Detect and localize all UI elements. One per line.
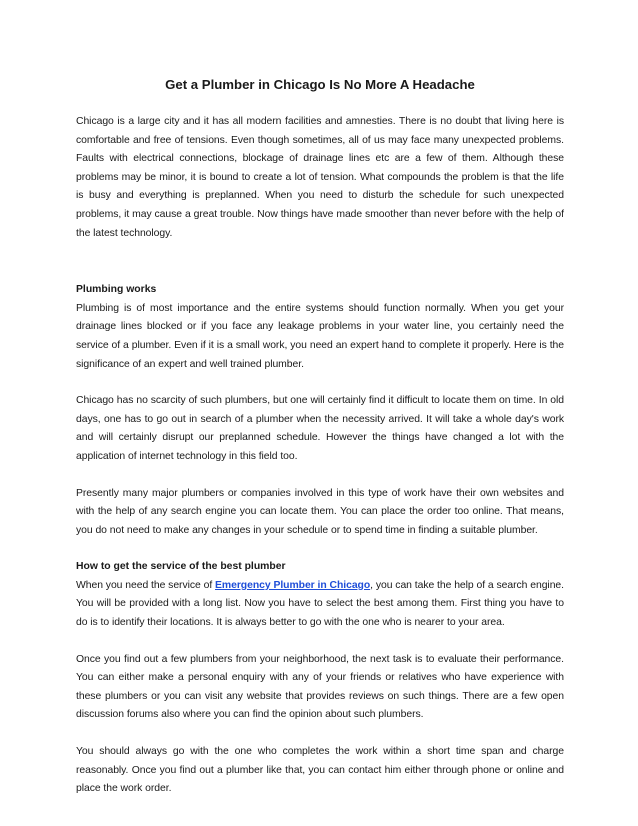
plumbing-paragraph-3: Presently many major plumbers or companies involved in this type of work have their own websites and with the help of any search engine you can locate them. You can place the order too online. That means, you do not need to make any changes in your schedule or to spend time in finding a suitable plumber. xyxy=(76,487,564,536)
section-heading-plumbing-works: Plumbing works xyxy=(76,284,157,296)
paragraph-text: , you can take the help of a search engine. You will be provided with a long list. Now you have to select the best among them. First thing you have to do is to identify their locations. It is always better to go with the one who is nearer to your area. xyxy=(76,579,564,629)
document-title: Get a Plumber in Chicago Is No More A Headache xyxy=(165,77,475,92)
spacer xyxy=(76,540,564,558)
spacer xyxy=(76,243,564,281)
best-plumber-paragraph-3: You should always go with the one who completes the work within a short time span and charge reasonably. Once you find out a plumber like that, you can contact him either through phone or online and place the work order. xyxy=(76,746,564,795)
spacer xyxy=(76,374,564,392)
emergency-plumber-link[interactable]: Emergency Plumber in Chicago xyxy=(215,579,371,591)
best-plumber-paragraph-2: Once you find out a few plumbers from your neighborhood, the next task is to evaluate their performance. You can either make a personal enquiry with any of your friends or relatives who have experience with these plumbers or you can visit any website that provides reviews on such things. There are a few open discussion forums also where you can find the opinion about such plumbers. xyxy=(76,653,564,721)
plumbing-paragraph-2: Chicago has no scarcity of such plumbers, but one will certainly find it difficult to locate them on time. In old days, one has to go out in search of a plumber when the necessity arrived. It will take a whole day's work and will certainly disrupt our preplanned schedule. However the things have changed a lot with the application of internet technology in this field too. xyxy=(76,395,564,462)
plumbing-paragraph-1: Plumbing is of most importance and the entire systems should function normally. When you get your drainage lines blocked or if you face any leakage problems in your water line, you certainly need the service of a plumber. Even if it is a small work, you need an expert hand to complete it properly. Here is the significance of an expert and well trained plumber. xyxy=(76,302,564,370)
section-heading-best-plumber: How to get the service of the best plumber xyxy=(76,561,286,573)
spacer xyxy=(76,467,564,485)
best-plumber-paragraph-1 xyxy=(76,577,564,633)
intro-paragraph: Chicago is a large city and it has all modern facilities and amnesties. There is no doubt that living here is comfortable and free of tensions. Even though sometimes, all of us may face many unexpected problems. Faults with electrical connections, blockage of drainage lines etc are a few of them. Although these problems may be minor, it is bound to create a lot of tension. What compounds the problem is that the life is busy and everything is preplanned. When you need to disturb the schedule for such unexpected problems, it may cause a great trouble. Now things have made smoother than never before with the help of the latest technology. xyxy=(76,116,564,239)
paragraph-text: When you need the service of xyxy=(76,579,216,591)
spacer xyxy=(76,633,564,651)
spacer xyxy=(76,725,564,743)
